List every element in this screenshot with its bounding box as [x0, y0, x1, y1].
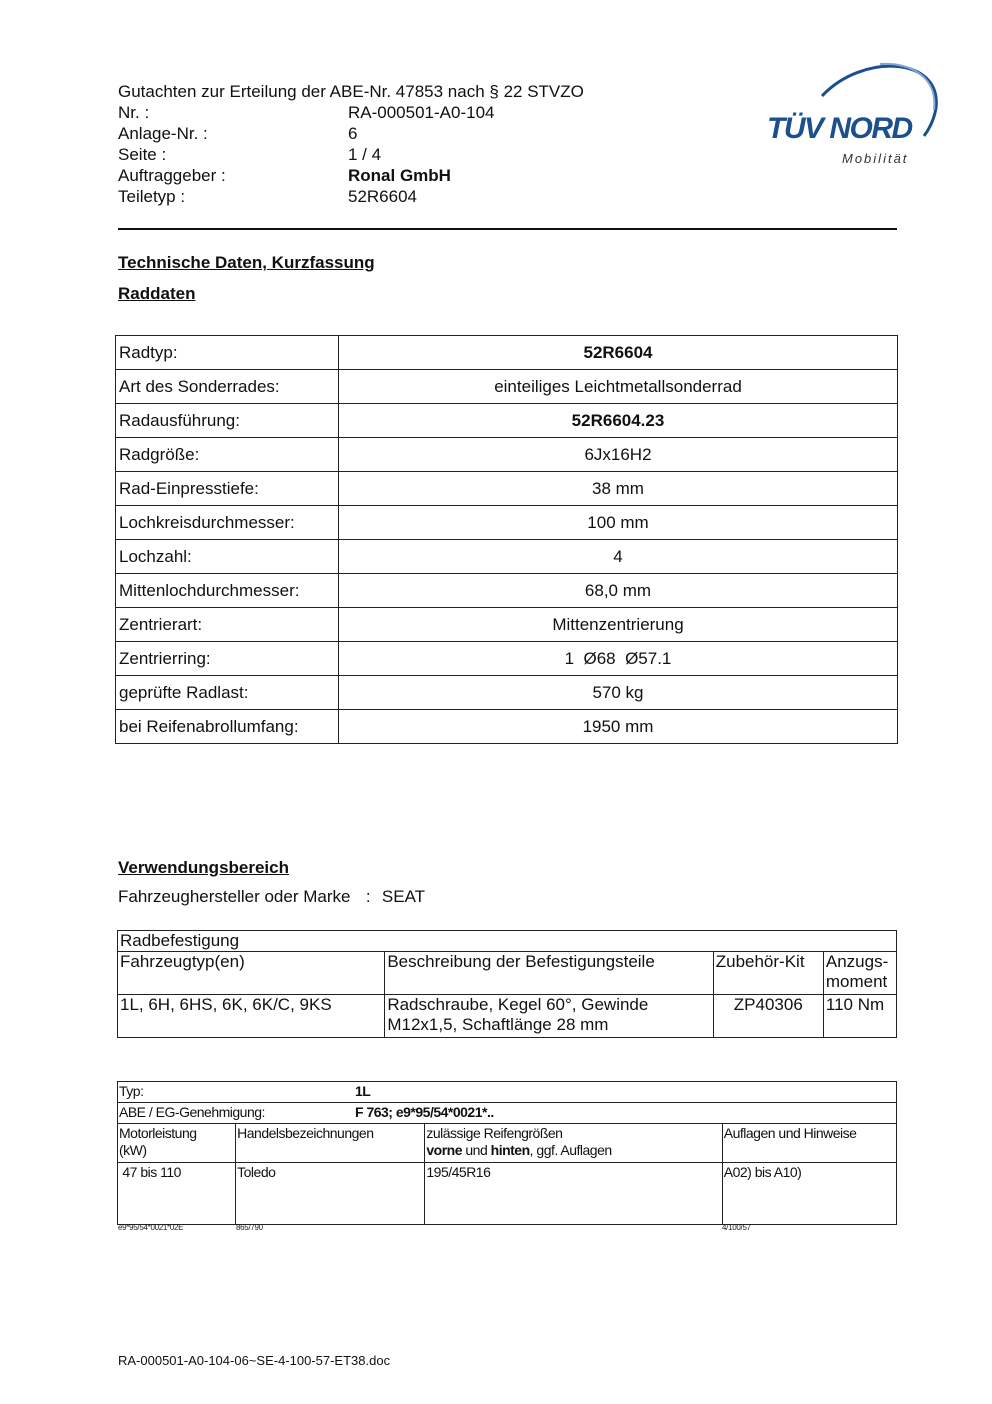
- header-cell: Beschreibung der Befestigungsteile: [385, 952, 713, 995]
- section-title-verwendungsbereich: Verwendungsbereich: [118, 858, 289, 877]
- document-header: [118, 81, 584, 207]
- cell-value: 6Jx16H2: [339, 438, 898, 472]
- table-row: [116, 438, 898, 472]
- cell-label: Rad-Einpresstiefe:: [116, 472, 339, 506]
- abe-label: ABE / EG-Genehmigung:: [119, 1104, 265, 1120]
- cell-value: Mittenzentrierung: [339, 608, 898, 642]
- table-row: [116, 404, 898, 438]
- table-row: [116, 506, 898, 540]
- beschreibung-line: Radschraube, Kegel 60°, Gewinde: [387, 995, 649, 1014]
- header-row-seite: [118, 144, 584, 165]
- cell-value: einteiliges Leichtmetallsonderrad: [339, 370, 898, 404]
- table-row: [118, 1082, 897, 1103]
- table-row: [116, 608, 898, 642]
- header-row-nr: [118, 102, 584, 123]
- table-row: [116, 472, 898, 506]
- header-key: Seite :: [118, 145, 167, 164]
- reifen-vorne: vorne: [426, 1142, 462, 1158]
- section-title-technische-daten: Technische Daten, Kurzfassung: [118, 253, 375, 272]
- table-row: [118, 1103, 897, 1124]
- hersteller-label: Fahrzeughersteller oder Marke: [118, 887, 351, 906]
- cell-value: 4: [339, 540, 898, 574]
- table-row: [116, 574, 898, 608]
- cell-label: Mittenlochdurchmesser:: [116, 574, 339, 608]
- cell-auflagen: A02) bis A10): [722, 1163, 896, 1225]
- cell-value: 570 kg: [339, 676, 898, 710]
- header-divider: [118, 228, 897, 230]
- header-value: 52R6604: [348, 187, 418, 206]
- header-cell: Anzugs-moment: [823, 952, 896, 995]
- cell-value: 52R6604: [339, 336, 898, 370]
- header-row-teiletyp: [118, 186, 584, 207]
- table-row: [116, 370, 898, 404]
- header-key: Teiletyp :: [118, 187, 186, 206]
- hersteller-value: SEAT: [381, 887, 426, 906]
- tuev-nord-logo: [762, 58, 942, 170]
- table-row: [116, 336, 898, 370]
- header-key: Auftraggeber :: [118, 166, 226, 185]
- header-value: RA-000501-A0-104: [348, 103, 495, 122]
- header-cell-handel: Handelsbezeichnungen: [236, 1124, 425, 1163]
- section-title-raddaten: Raddaten: [118, 284, 196, 303]
- header-value: 1 / 4: [348, 145, 382, 164]
- reifen-rest: , ggf. Auflagen: [529, 1142, 612, 1158]
- typ-value: 1L: [355, 1083, 371, 1099]
- header-cell: Fahrzeugtyp(en): [118, 952, 385, 995]
- reifen-hinten: hinten: [490, 1142, 530, 1158]
- cell-label: Radgröße:: [116, 438, 339, 472]
- cell-label: Zentrierart:: [116, 608, 339, 642]
- cell-label: Lochzahl:: [116, 540, 339, 574]
- cell-beschreibung: [385, 995, 713, 1038]
- cell-reifen: 195/45R16: [425, 1163, 722, 1225]
- footer-filename: RA-000501-A0-104-06~SE-4-100-57-ET38.doc: [118, 1353, 391, 1368]
- document-title: Gutachten zur Erteilung der ABE-Nr. 47853 nach § 22 STVZO: [118, 82, 584, 101]
- cell-label: Art des Sonderrades:: [116, 370, 339, 404]
- abe-value: F 763; e9*95/54*0021*..: [355, 1104, 494, 1120]
- motor-header-line: (kW): [119, 1142, 147, 1158]
- typ-cell: [118, 1082, 897, 1103]
- cell-label: Radtyp:: [116, 336, 339, 370]
- cell-label: Radausführung:: [116, 404, 339, 438]
- abe-cell: [118, 1103, 897, 1124]
- cell-label: Lochkreisdurchmesser:: [116, 506, 339, 540]
- cell-value: 100 mm: [339, 506, 898, 540]
- header-cell: Zubehör-Kit: [713, 952, 823, 995]
- reifen-header-line: zulässige Reifengrößen: [426, 1125, 563, 1141]
- header-key: Nr. :: [118, 103, 150, 122]
- header-cell-reifen: [425, 1124, 722, 1163]
- cell-value: 68,0 mm: [339, 574, 898, 608]
- tiny-code-a: e9*95/54*0021*02E: [118, 1223, 184, 1232]
- befestigung-title: Radbefestigung: [118, 931, 897, 952]
- motor-header-line: Motorleistung: [119, 1125, 197, 1141]
- cell-moment: 110 Nm: [823, 995, 896, 1038]
- cell-value: 38 mm: [339, 472, 898, 506]
- typ-table: [117, 1081, 897, 1225]
- cell-value: 1950 mm: [339, 710, 898, 744]
- table-row: [116, 676, 898, 710]
- header-row-auftraggeber: [118, 165, 584, 186]
- header-cell-auflagen: Auflagen und Hinweise: [722, 1124, 896, 1163]
- cell-label: Zentrierring:: [116, 642, 339, 676]
- logo-wordmark: TÜV NORD: [767, 112, 912, 145]
- table-row: [116, 540, 898, 574]
- table-row: [118, 1163, 897, 1225]
- raddaten-table: [115, 335, 898, 744]
- table-row: [118, 995, 897, 1038]
- logo-subtitle: Mobilität: [842, 151, 909, 166]
- reifen-und: und: [462, 1142, 491, 1158]
- header-value: 6: [348, 124, 358, 143]
- tiny-code-c: 4/100/57: [722, 1223, 751, 1232]
- header-cell-motor: [118, 1124, 236, 1163]
- cell-value: 1 Ø68 Ø57.1: [339, 642, 898, 676]
- header-value: Ronal GmbH: [348, 166, 451, 185]
- cell-kit: ZP40306: [713, 995, 823, 1038]
- beschreibung-line: M12x1,5, Schaftlänge 28 mm: [387, 1015, 609, 1034]
- cell-handel: Toledo: [236, 1163, 425, 1225]
- cell-value: 52R6604.23: [339, 404, 898, 438]
- radbefestigung-table: [117, 930, 897, 1038]
- cell-motor: 47 bis 110: [118, 1163, 236, 1225]
- cell-label: geprüfte Radlast:: [116, 676, 339, 710]
- header-key: Anlage-Nr. :: [118, 124, 208, 143]
- table-header-row: [118, 952, 897, 995]
- table-row: [118, 931, 897, 952]
- reifen-header-line: [426, 1142, 720, 1159]
- table-row: [116, 642, 898, 676]
- table-row: [116, 710, 898, 744]
- hersteller-separator: :: [365, 887, 371, 906]
- header-row-anlage: [118, 123, 584, 144]
- table-header-row: [118, 1124, 897, 1163]
- typ-label: Typ:: [119, 1083, 144, 1099]
- tiny-code-b: 865/790: [236, 1223, 263, 1232]
- hersteller-line: [118, 887, 425, 907]
- cell-label: bei Reifenabrollumfang:: [116, 710, 339, 744]
- cell-typen: 1L, 6H, 6HS, 6K, 6K/C, 9KS: [118, 995, 385, 1038]
